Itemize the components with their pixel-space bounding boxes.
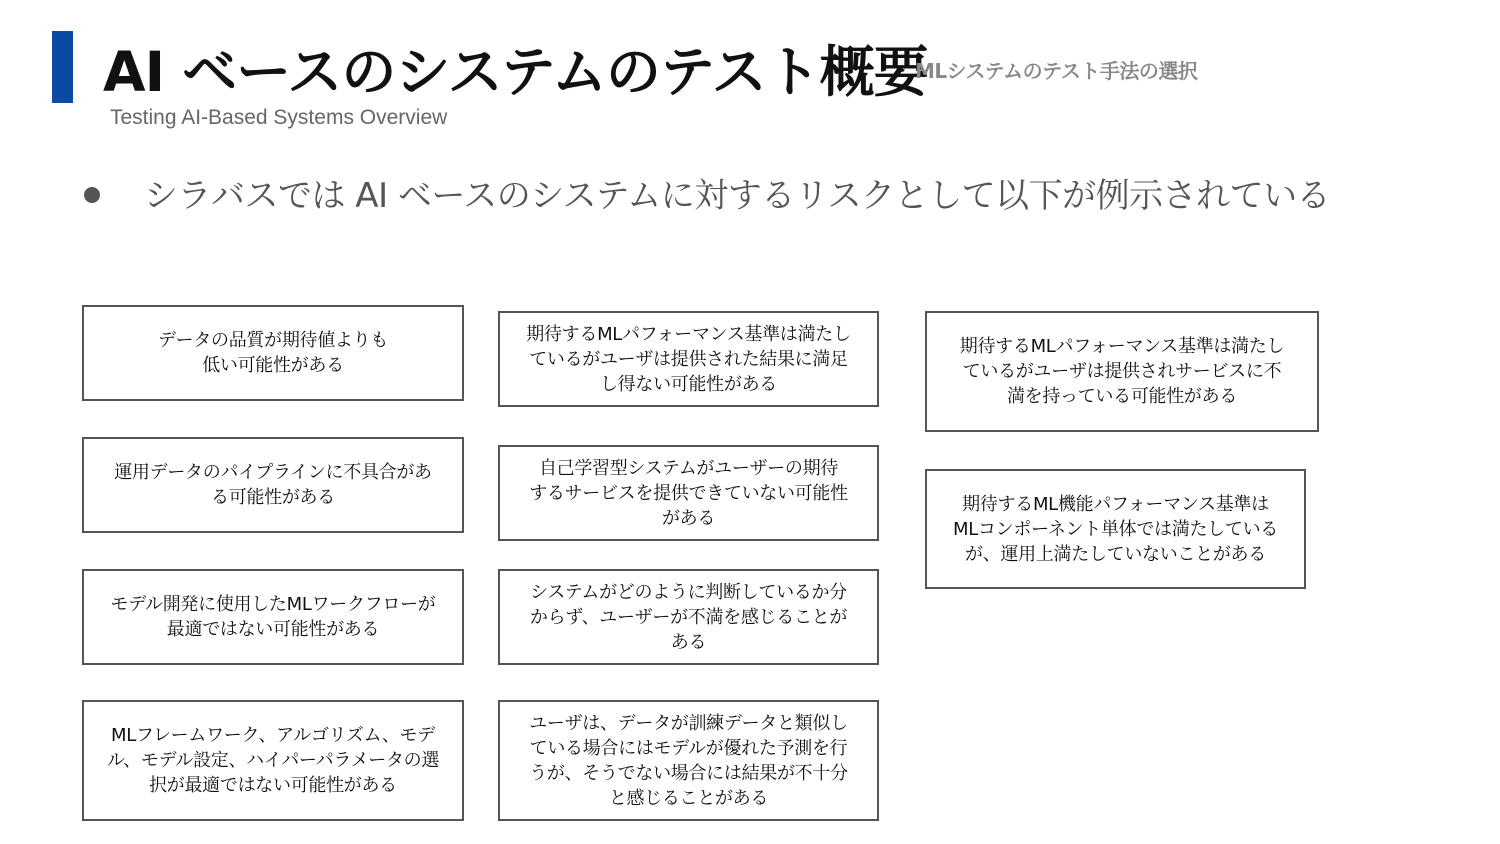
bullet-icon (84, 187, 100, 203)
risk-text: MLフレームワーク、アルゴリズム、モデ ル、モデル設定、ハイパーパラメータの選 択が最適ではない可能性がある (106, 725, 440, 796)
risk-text: データの品質が期待値よりも 低い可能性がある (157, 330, 389, 376)
page-subtitle: Testing AI-Based Systems Overview (110, 106, 448, 129)
risk-box-data-pipeline (82, 437, 464, 533)
risk-text: システムがどのように判断しているか分 からず、ユーザーが不満を感じることが ある (529, 581, 848, 653)
risk-text: 自己学習型システムがユーザーの期待 するサービスを提供できていない可能性 がある (529, 457, 848, 529)
section-tag: MLシステムのテスト手法の選択 (915, 59, 1198, 83)
risk-box-service-dissatisfaction (925, 311, 1319, 432)
bullet-text: シラバスでは AI ベースのシステムに対するリスクとして以下が例示されている (144, 176, 1331, 216)
risk-box-training-data-similarity (498, 700, 879, 821)
risk-text: 期待するMLパフォーマンス基準は満たし ているがユーザは提供されサービスに不 満を持っている可能性がある (959, 336, 1285, 407)
risk-text: ユーザは、データが訓練データと類似し ている場合にはモデルが優れた予測を行 うが、そうでない場合には結果が不十分 と感じることがある (529, 712, 848, 809)
page-title: AI ベースのシステムのテスト概要 (103, 40, 928, 104)
risk-box-ml-workflow (82, 569, 464, 665)
risk-text: 期待するMLパフォーマンス基準は満たし ているがユーザは提供された結果に満足 し得ない可能性がある (526, 323, 851, 395)
risk-box-explainability (498, 569, 879, 665)
risk-box-framework-selection (82, 700, 464, 821)
risk-box-operational-performance (925, 469, 1306, 589)
risk-text: 期待するML機能パフォーマンス基準は MLコンポーネント単体では満たしている が、運用上満たしていないことがある (953, 493, 1278, 565)
bullet-item (80, 168, 1330, 217)
risk-box-user-satisfaction (498, 311, 879, 407)
risk-box-self-learning (498, 445, 879, 541)
risk-text: 運用データのパイプラインに不具合があ る可能性がある (114, 462, 432, 508)
title-accent-bar (52, 31, 73, 103)
risk-text: モデル開発に使用したMLワークフローが 最適ではない可能性がある (110, 594, 436, 640)
risk-box-data-quality (82, 305, 464, 401)
